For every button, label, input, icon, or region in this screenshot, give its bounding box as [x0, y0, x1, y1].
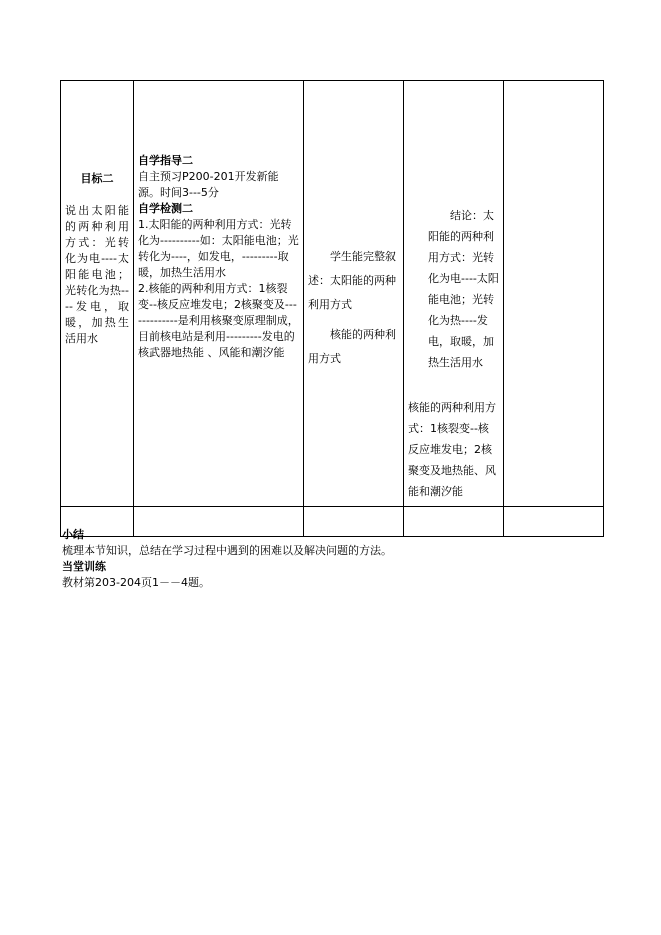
- empty-cell: [504, 507, 604, 537]
- guide-cell: [134, 81, 304, 507]
- after-table-section: [62, 527, 392, 591]
- self-test-item-1: 1.太阳能的两种利用方式：光转化为----------如：太阳能电池；光转化为----，如发电，---------取暖，加热生活用水: [138, 218, 299, 279]
- exercise-heading: 当堂训练: [62, 560, 106, 573]
- goal-title: 目标二: [80, 172, 114, 185]
- conclusion-cell: [404, 81, 504, 507]
- goal-description: 说出太阳能的两种利用方式：光转化为电----太阳能电池；光转化为热----发电，取暖，加热生活用水: [65, 204, 129, 345]
- table-row: [61, 81, 604, 507]
- empty-cell: [504, 81, 604, 507]
- summary-heading: 小结: [62, 528, 84, 541]
- conclusion-nuclear: 核能的两种利用方式：1核裂变--核反应堆发电；2核聚变及地热能、风能和潮汐能: [408, 401, 496, 498]
- lesson-plan-table: [60, 80, 604, 537]
- guide-preview-text: 自主预习P200-201开发新能源。时间3---5分: [138, 170, 279, 199]
- self-test-heading: 自学检测二: [138, 202, 193, 215]
- empty-cell: [404, 507, 504, 537]
- student-activity-text-1: 学生能完整叙述：太阳能的两种利用方式: [308, 250, 396, 311]
- student-activity-cell: [304, 81, 404, 507]
- summary-text: 梳理本节知识，总结在学习过程中遇到的困难以及解决问题的方法。: [62, 544, 392, 557]
- exercise-text: 教材第203-204页1－－4题。: [62, 576, 210, 589]
- guide-heading: 自学指导二: [138, 154, 193, 167]
- student-activity-text-2: 核能的两种利用方式: [308, 328, 396, 365]
- self-test-item-2: 2.核能的两种利用方式：1核裂变--核反应堆发电；2核聚变及-------------是利用核聚变原理制成，目前核电站是利用---------发电的核武器地热能 、风能和潮汐能: [138, 282, 299, 359]
- conclusion-solar: 结论：太阳能的两种利用方式：光转化为电----太阳能电池；光转化为热----发电，取暖，加热生活用水: [428, 209, 499, 369]
- goal-cell: [61, 81, 134, 507]
